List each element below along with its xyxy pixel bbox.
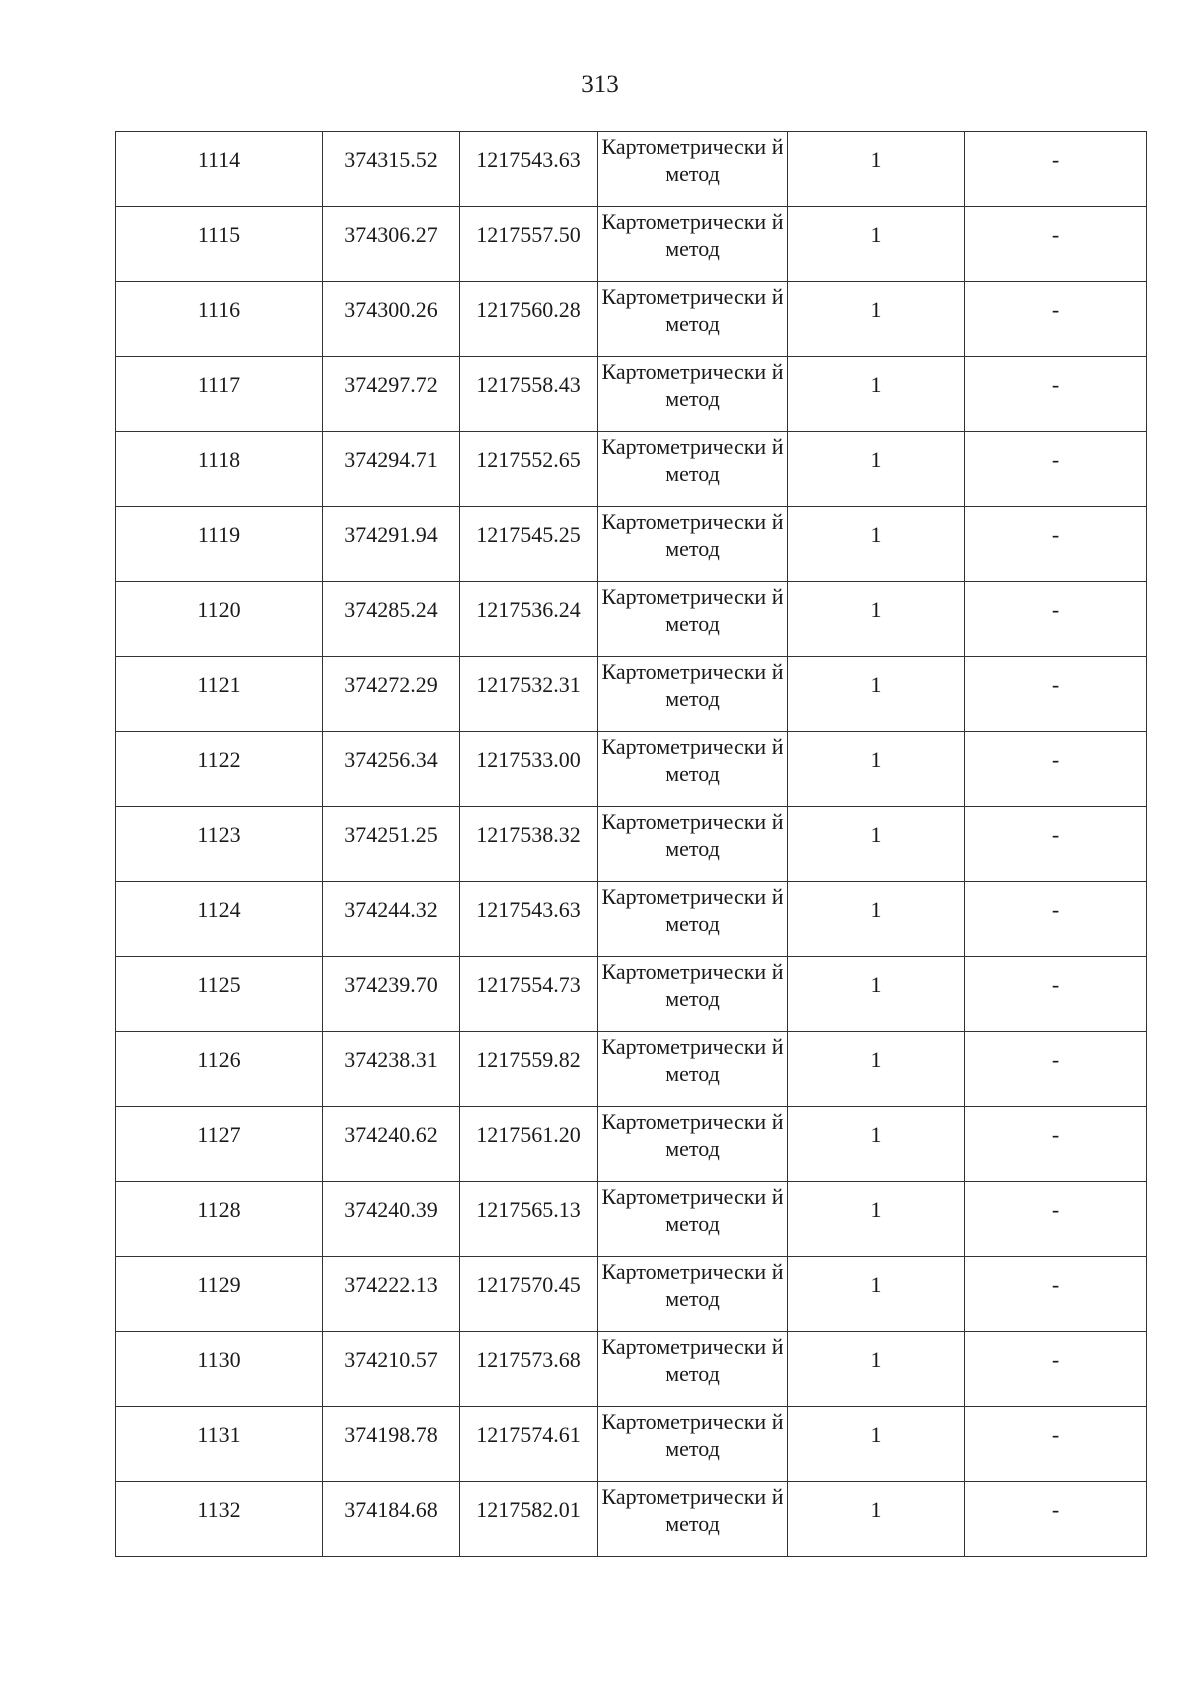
x-coordinate-cell: 374239.70 <box>323 957 460 1032</box>
x-coordinate-cell: 374306.27 <box>323 207 460 282</box>
table-row <box>116 1107 1147 1182</box>
accuracy-cell: 1 <box>788 657 965 732</box>
y-coordinate-cell: 1217543.63 <box>460 882 598 957</box>
table-row <box>116 957 1147 1032</box>
note-cell: - <box>965 1032 1147 1107</box>
note-cell: - <box>965 957 1147 1032</box>
x-coordinate-cell: 374272.29 <box>323 657 460 732</box>
note-cell: - <box>965 1182 1147 1257</box>
table-row <box>116 132 1147 207</box>
point-number-cell: 1124 <box>116 882 323 957</box>
y-coordinate-cell: 1217536.24 <box>460 582 598 657</box>
note-cell: - <box>965 207 1147 282</box>
x-coordinate-cell: 374210.57 <box>323 1332 460 1407</box>
table-row <box>116 882 1147 957</box>
accuracy-cell: 1 <box>788 207 965 282</box>
table-row <box>116 1407 1147 1482</box>
note-cell: - <box>965 882 1147 957</box>
y-coordinate-cell: 1217538.32 <box>460 807 598 882</box>
table-row <box>116 207 1147 282</box>
table-row <box>116 807 1147 882</box>
point-number-cell: 1120 <box>116 582 323 657</box>
x-coordinate-cell: 374240.39 <box>323 1182 460 1257</box>
y-coordinate-cell: 1217532.31 <box>460 657 598 732</box>
note-cell: - <box>965 582 1147 657</box>
point-number-cell: 1114 <box>116 132 323 207</box>
accuracy-cell: 1 <box>788 282 965 357</box>
accuracy-cell: 1 <box>788 132 965 207</box>
method-cell: Картометрически й метод <box>598 1032 788 1107</box>
note-cell: - <box>965 1407 1147 1482</box>
x-coordinate-cell: 374240.62 <box>323 1107 460 1182</box>
accuracy-cell: 1 <box>788 882 965 957</box>
y-coordinate-cell: 1217559.82 <box>460 1032 598 1107</box>
x-coordinate-cell: 374184.68 <box>323 1482 460 1557</box>
accuracy-cell: 1 <box>788 1407 965 1482</box>
point-number-cell: 1130 <box>116 1332 323 1407</box>
point-number-cell: 1132 <box>116 1482 323 1557</box>
page-number: 313 <box>581 71 619 98</box>
table-row <box>116 657 1147 732</box>
method-cell: Картометрически й метод <box>598 282 788 357</box>
note-cell: - <box>965 732 1147 807</box>
note-cell: - <box>965 357 1147 432</box>
method-cell: Картометрически й метод <box>598 882 788 957</box>
accuracy-cell: 1 <box>788 957 965 1032</box>
x-coordinate-cell: 374222.13 <box>323 1257 460 1332</box>
point-number-cell: 1121 <box>116 657 323 732</box>
x-coordinate-cell: 374238.31 <box>323 1032 460 1107</box>
point-number-cell: 1131 <box>116 1407 323 1482</box>
method-cell: Картометрически й метод <box>598 507 788 582</box>
y-coordinate-cell: 1217543.63 <box>460 132 598 207</box>
x-coordinate-cell: 374244.32 <box>323 882 460 957</box>
table-row <box>116 282 1147 357</box>
table-body <box>116 132 1147 1557</box>
method-cell: Картометрически й метод <box>598 1332 788 1407</box>
table-row <box>116 1182 1147 1257</box>
x-coordinate-cell: 374300.26 <box>323 282 460 357</box>
x-coordinate-cell: 374256.34 <box>323 732 460 807</box>
accuracy-cell: 1 <box>788 1182 965 1257</box>
method-cell: Картометрически й метод <box>598 1257 788 1332</box>
y-coordinate-cell: 1217582.01 <box>460 1482 598 1557</box>
point-number-cell: 1127 <box>116 1107 323 1182</box>
method-cell: Картометрически й метод <box>598 207 788 282</box>
accuracy-cell: 1 <box>788 1257 965 1332</box>
point-number-cell: 1126 <box>116 1032 323 1107</box>
method-cell: Картометрически й метод <box>598 732 788 807</box>
method-cell: Картометрически й метод <box>598 1182 788 1257</box>
point-number-cell: 1129 <box>116 1257 323 1332</box>
method-cell: Картометрически й метод <box>598 582 788 657</box>
y-coordinate-cell: 1217561.20 <box>460 1107 598 1182</box>
table-row <box>116 1332 1147 1407</box>
table-row <box>116 1257 1147 1332</box>
accuracy-cell: 1 <box>788 807 965 882</box>
y-coordinate-cell: 1217554.73 <box>460 957 598 1032</box>
y-coordinate-cell: 1217560.28 <box>460 282 598 357</box>
table-row <box>116 357 1147 432</box>
accuracy-cell: 1 <box>788 1482 965 1557</box>
point-number-cell: 1128 <box>116 1182 323 1257</box>
x-coordinate-cell: 374198.78 <box>323 1407 460 1482</box>
point-number-cell: 1117 <box>116 357 323 432</box>
x-coordinate-cell: 374297.72 <box>323 357 460 432</box>
note-cell: - <box>965 1332 1147 1407</box>
method-cell: Картометрически й метод <box>598 132 788 207</box>
table-row <box>116 732 1147 807</box>
point-number-cell: 1122 <box>116 732 323 807</box>
note-cell: - <box>965 282 1147 357</box>
point-number-cell: 1118 <box>116 432 323 507</box>
note-cell: - <box>965 807 1147 882</box>
y-coordinate-cell: 1217558.43 <box>460 357 598 432</box>
y-coordinate-cell: 1217557.50 <box>460 207 598 282</box>
y-coordinate-cell: 1217565.13 <box>460 1182 598 1257</box>
x-coordinate-cell: 374285.24 <box>323 582 460 657</box>
note-cell: - <box>965 507 1147 582</box>
method-cell: Картометрически й метод <box>598 1407 788 1482</box>
coordinates-table <box>115 131 1147 1557</box>
accuracy-cell: 1 <box>788 732 965 807</box>
y-coordinate-cell: 1217574.61 <box>460 1407 598 1482</box>
method-cell: Картометрически й метод <box>598 657 788 732</box>
note-cell: - <box>965 132 1147 207</box>
note-cell: - <box>965 1107 1147 1182</box>
method-cell: Картометрически й метод <box>598 807 788 882</box>
method-cell: Картометрически й метод <box>598 957 788 1032</box>
table-row <box>116 1032 1147 1107</box>
accuracy-cell: 1 <box>788 1107 965 1182</box>
note-cell: - <box>965 1482 1147 1557</box>
table-row <box>116 1482 1147 1557</box>
accuracy-cell: 1 <box>788 1332 965 1407</box>
point-number-cell: 1125 <box>116 957 323 1032</box>
accuracy-cell: 1 <box>788 432 965 507</box>
method-cell: Картометрически й метод <box>598 432 788 507</box>
y-coordinate-cell: 1217570.45 <box>460 1257 598 1332</box>
note-cell: - <box>965 1257 1147 1332</box>
note-cell: - <box>965 432 1147 507</box>
method-cell: Картометрически й метод <box>598 357 788 432</box>
accuracy-cell: 1 <box>788 1032 965 1107</box>
point-number-cell: 1123 <box>116 807 323 882</box>
accuracy-cell: 1 <box>788 507 965 582</box>
x-coordinate-cell: 374251.25 <box>323 807 460 882</box>
table-row <box>116 432 1147 507</box>
table-row <box>116 582 1147 657</box>
y-coordinate-cell: 1217545.25 <box>460 507 598 582</box>
y-coordinate-cell: 1217573.68 <box>460 1332 598 1407</box>
accuracy-cell: 1 <box>788 357 965 432</box>
x-coordinate-cell: 374315.52 <box>323 132 460 207</box>
x-coordinate-cell: 374294.71 <box>323 432 460 507</box>
y-coordinate-cell: 1217552.65 <box>460 432 598 507</box>
table-row <box>116 507 1147 582</box>
point-number-cell: 1116 <box>116 282 323 357</box>
note-cell: - <box>965 657 1147 732</box>
accuracy-cell: 1 <box>788 582 965 657</box>
x-coordinate-cell: 374291.94 <box>323 507 460 582</box>
point-number-cell: 1119 <box>116 507 323 582</box>
method-cell: Картометрически й метод <box>598 1482 788 1557</box>
point-number-cell: 1115 <box>116 207 323 282</box>
method-cell: Картометрически й метод <box>598 1107 788 1182</box>
y-coordinate-cell: 1217533.00 <box>460 732 598 807</box>
